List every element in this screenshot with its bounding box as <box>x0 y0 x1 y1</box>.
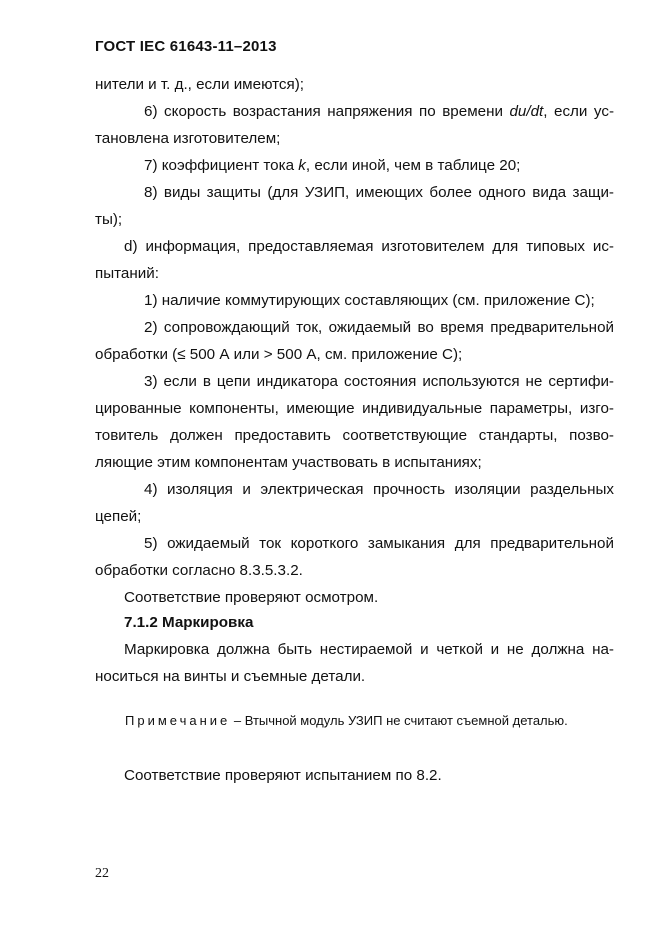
section-heading: 7.1.2 Маркировка <box>124 614 254 631</box>
text-line: цированные компоненты, имеющие индивидуальные параметры, изго- <box>95 400 614 417</box>
text-line: Соответствие проверяют осмотром. <box>124 589 379 606</box>
text-line: 4) изоляция и электрическая прочность изоляции раздельных <box>144 481 614 498</box>
text-line: d) информация, предоставляемая изготовителем для типовых ис- <box>124 238 614 255</box>
text-line: 5) ожидаемый ток короткого замыкания для предварительной <box>144 535 614 552</box>
text-line: 1) наличие коммутирующих составляющих (см. приложение С); <box>144 292 595 309</box>
document-header: ГОСТ IEC 61643-11–2013 <box>95 38 277 55</box>
text-line: тановлена изготовителем; <box>95 130 281 147</box>
text-line <box>144 103 614 121</box>
text-span: , если ус- <box>543 103 614 120</box>
note-text: – Втычной модуль УЗИП не считают съемной деталью. <box>230 713 568 728</box>
text-span: , если иной, чем в таблице 20; <box>305 157 521 174</box>
text-line: пытаний: <box>95 265 159 282</box>
text-line: 2) сопровождающий ток, ожидаемый во время предварительной <box>144 319 614 336</box>
text-line: товитель должен предоставить соответствующие стандарты, позво- <box>95 427 614 444</box>
text-line <box>144 157 520 175</box>
text-span: 6) скорость возрастания напряжения по времени <box>144 103 510 120</box>
formula-du-dt: du/dt <box>509 103 544 120</box>
text-line: обработки (≤ 500 А или > 500 А, см. приложение С); <box>95 346 463 363</box>
text-line: нители и т. д., если имеются); <box>95 76 305 93</box>
text-line: цепей; <box>95 508 142 525</box>
text-line: носиться на винты и съемные детали. <box>95 668 366 685</box>
text-line: Маркировка должна быть нестираемой и четкой и не должна на- <box>124 641 614 658</box>
text-line: 8) виды защиты (для УЗИП, имеющих более одного вида защи- <box>144 184 614 201</box>
text-line: ляющие этим компонентам участвовать в испытаниях; <box>95 454 482 471</box>
text-line: ты); <box>95 211 123 228</box>
text-line: обработки согласно 8.3.5.3.2. <box>95 562 303 579</box>
text-line: 3) если в цепи индикатора состояния используются не сертифи- <box>144 373 614 390</box>
text-span: 7) коэффициент тока <box>144 157 299 174</box>
symbol-k: k <box>298 157 306 174</box>
text-line: Соответствие проверяют испытанием по 8.2. <box>124 767 442 784</box>
note-label: Примечание <box>125 713 231 728</box>
page-number: 22 <box>95 866 109 881</box>
note <box>125 713 568 729</box>
